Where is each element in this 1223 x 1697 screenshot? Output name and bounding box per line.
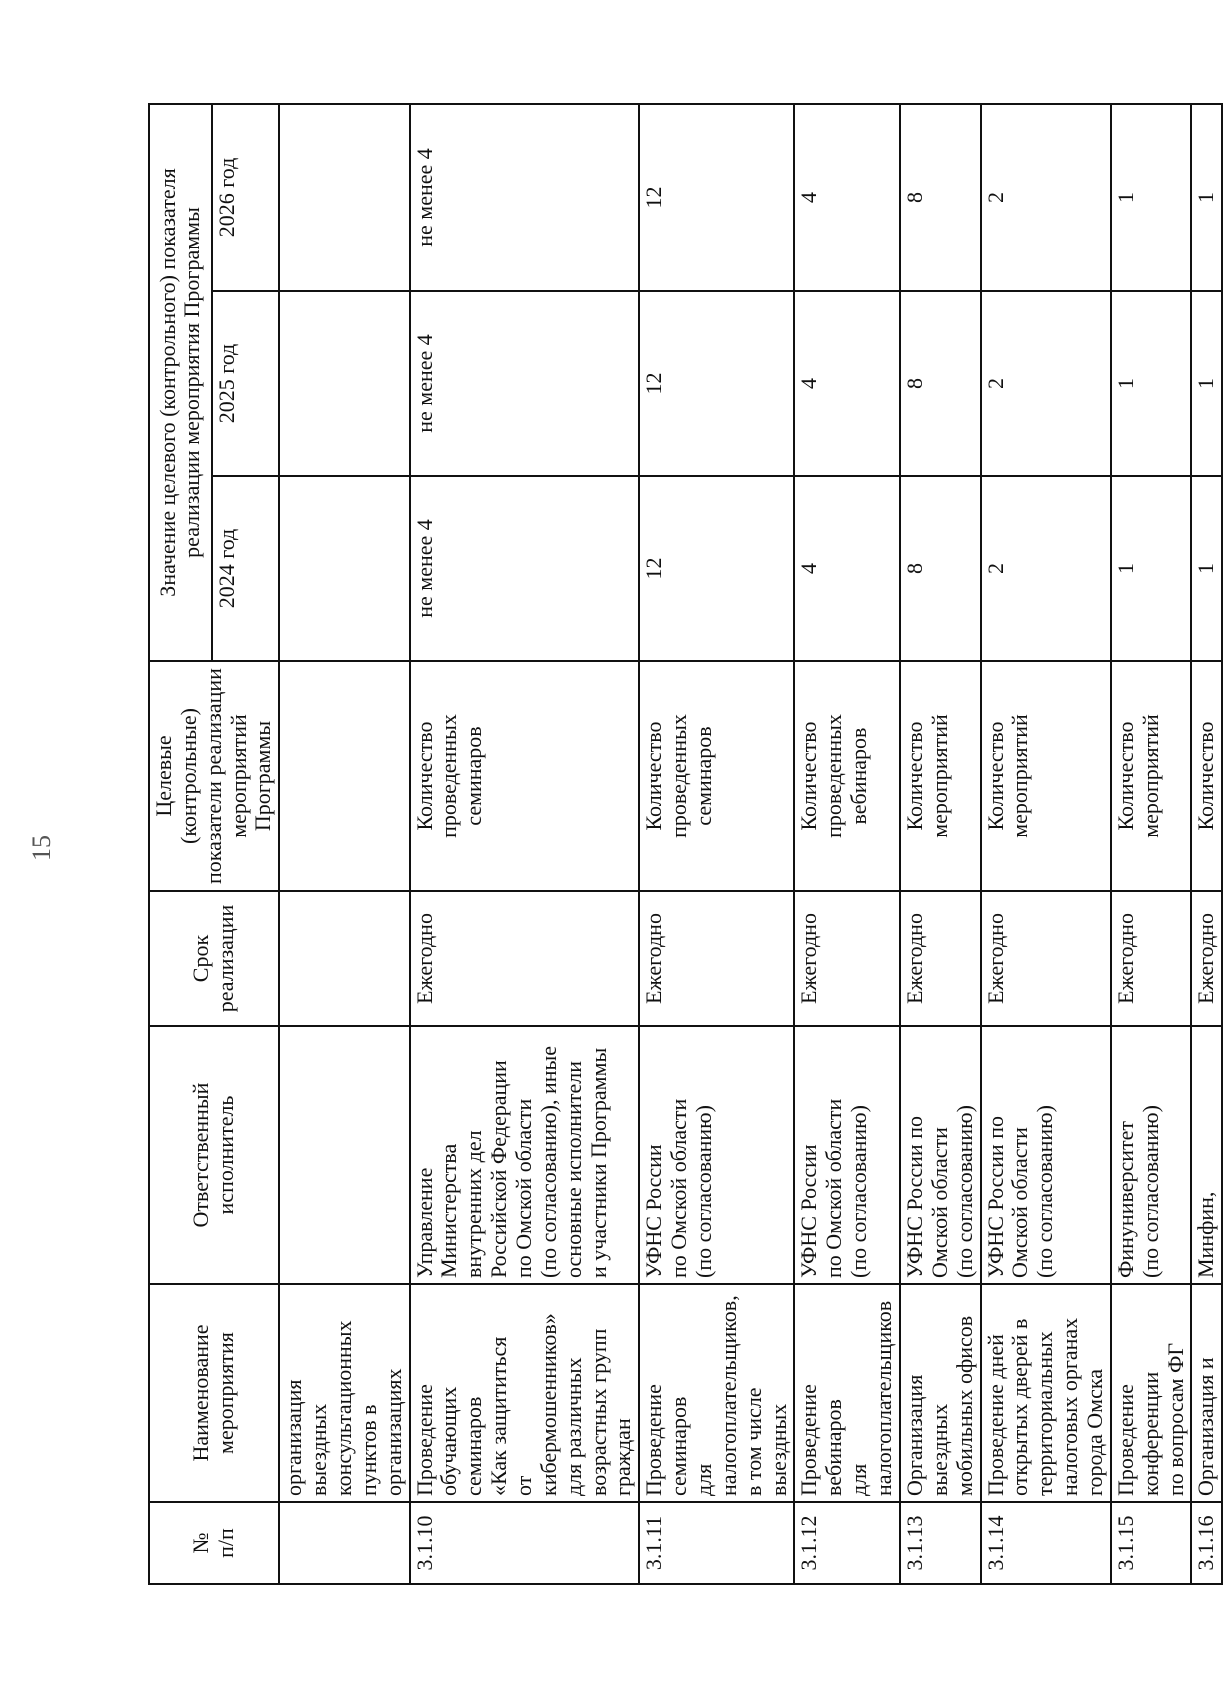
row-indicator: Количество: [1191, 661, 1222, 891]
row-name: Проведение семинаров для налогоплательщиков, в том числе выездных: [639, 1284, 794, 1502]
row-name: Проведение обучающих семинаров «Как защититься от кибермошенников» для различных возрастных групп граждан: [410, 1284, 640, 1502]
row-term: Ежегодно: [1111, 891, 1192, 1026]
table-row: [794, 104, 899, 1584]
row-executor: Минфин,: [1191, 1026, 1222, 1284]
row-executor: УФНС России по Омской области (по согласованию): [639, 1026, 794, 1284]
row-value-2026: 4: [794, 104, 899, 291]
row-value-2026: 8: [900, 104, 981, 291]
program-measures-table: [148, 103, 1223, 1585]
row-name: Организация выездных мобильных офисов: [900, 1284, 981, 1502]
row-value-2024: 1: [1111, 476, 1192, 661]
row-value-2025: 4: [794, 291, 899, 476]
row-value-2024: не менее 4: [410, 476, 640, 661]
row-indicator: Количество проведенных семинаров: [639, 661, 794, 891]
row-term: Ежегодно: [794, 891, 899, 1026]
row-value-2024: 2: [981, 476, 1111, 661]
row-value-2026: 1: [1191, 104, 1222, 291]
row-indicator: [279, 661, 409, 891]
row-executor: [279, 1026, 409, 1284]
header-year-2024: 2024 год: [212, 476, 280, 661]
row-indicator: Количество проведенных вебинаров: [794, 661, 899, 891]
table-row: [410, 104, 640, 1584]
table-row: [1191, 104, 1222, 1584]
row-num: 3.1.10: [410, 1502, 640, 1584]
row-value-2026: 12: [639, 104, 794, 291]
row-value-2025: [279, 291, 409, 476]
table-row: [981, 104, 1111, 1584]
row-indicator: Количество проведенных семинаров: [410, 661, 640, 891]
row-value-2024: 4: [794, 476, 899, 661]
table-row: [900, 104, 981, 1584]
row-term: Ежегодно: [900, 891, 981, 1026]
row-num: 3.1.14: [981, 1502, 1111, 1584]
row-executor: Финуниверситет (по согласованию): [1111, 1026, 1192, 1284]
row-value-2026: [279, 104, 409, 291]
row-name: организация выездных консультационных пунктов в организациях: [279, 1284, 409, 1502]
header-indicators: Целевые (контрольные) показатели реализации мероприятий Программы: [149, 661, 279, 891]
row-executor: Управление Министерства внутренних дел Российской Федерации по Омской области (по согласованию), иные основные исполнители и участники Программы: [410, 1026, 640, 1284]
row-name: Проведение вебинаров для налогоплательщиков: [794, 1284, 899, 1502]
row-num: 3.1.13: [900, 1502, 981, 1584]
row-value-2025: 2: [981, 291, 1111, 476]
row-value-2024: 8: [900, 476, 981, 661]
row-name: Проведение дней открытых дверей в территориальных налоговых органах города Омска: [981, 1284, 1111, 1502]
row-term: Ежегодно: [410, 891, 640, 1026]
row-value-2024: 12: [639, 476, 794, 661]
row-value-2025: 1: [1191, 291, 1222, 476]
page-number: 15: [27, 835, 56, 861]
row-value-2024: [279, 476, 409, 661]
row-value-2024: 1: [1191, 476, 1222, 661]
header-year-2025: 2025 год: [212, 291, 280, 476]
row-name: Организация и: [1191, 1284, 1222, 1502]
row-value-2026: не менее 4: [410, 104, 640, 291]
header-name: Наименование мероприятия: [149, 1284, 279, 1502]
row-num: 3.1.12: [794, 1502, 899, 1584]
table-row: [639, 104, 794, 1584]
row-term: Ежегодно: [1191, 891, 1222, 1026]
row-num: 3.1.16: [1191, 1502, 1222, 1584]
row-executor: УФНС России по Омской области (по согласованию): [900, 1026, 981, 1284]
row-value-2025: 12: [639, 291, 794, 476]
row-value-2025: не менее 4: [410, 291, 640, 476]
row-num: 3.1.11: [639, 1502, 794, 1584]
header-num: № п/п: [149, 1502, 279, 1584]
row-value-2026: 1: [1111, 104, 1192, 291]
row-indicator: Количество мероприятий: [1111, 661, 1192, 891]
header-values: Значение целевого (контрольного) показателя реализации мероприятия Программы: [149, 104, 212, 661]
row-name: Проведение конференции по вопросам ФГ: [1111, 1284, 1192, 1502]
row-indicator: Количество мероприятий: [900, 661, 981, 891]
table-row: [279, 104, 409, 1584]
header-term: Срок реализации: [149, 891, 279, 1026]
header-executor: Ответственный исполнитель: [149, 1026, 279, 1284]
header-year-2026: 2026 год: [212, 104, 280, 291]
row-value-2026: 2: [981, 104, 1111, 291]
row-term: Ежегодно: [639, 891, 794, 1026]
row-term: [279, 891, 409, 1026]
row-value-2025: 1: [1111, 291, 1192, 476]
row-num: [279, 1502, 409, 1584]
row-num: 3.1.15: [1111, 1502, 1192, 1584]
row-executor: УФНС России по Омской области (по согласованию): [794, 1026, 899, 1284]
rotated-table-container: [148, 105, 1219, 1585]
row-value-2025: 8: [900, 291, 981, 476]
row-executor: УФНС России по Омской области (по согласованию): [981, 1026, 1111, 1284]
table-row: [1111, 104, 1192, 1584]
row-indicator: Количество мероприятий: [981, 661, 1111, 891]
row-term: Ежегодно: [981, 891, 1111, 1026]
